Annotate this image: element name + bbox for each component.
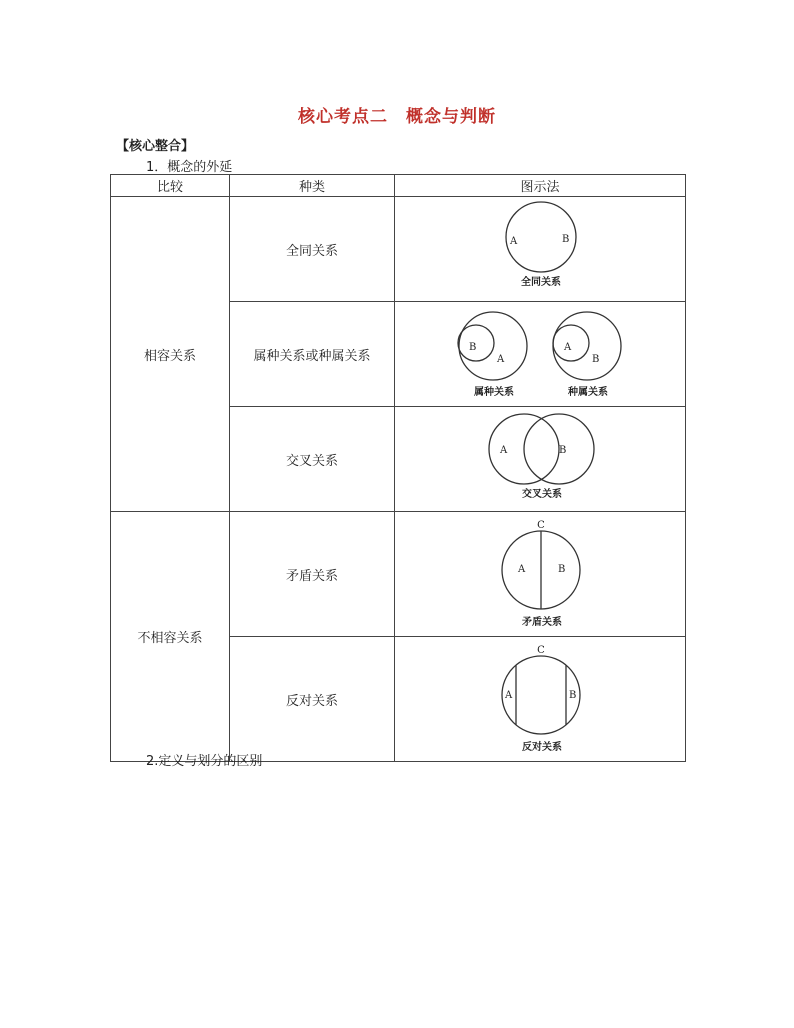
subsection-heading-1: 1．概念的外延 (146, 160, 233, 175)
label-a: A (517, 564, 525, 575)
kind-cell: 属种关系或种属关系 (230, 302, 395, 407)
label-a: A (496, 354, 504, 365)
kind-cell: 矛盾关系 (230, 512, 395, 637)
kind-cell: 交叉关系 (230, 407, 395, 512)
contrariety-diagram (396, 637, 685, 757)
kind-cell: 反对关系 (230, 637, 395, 762)
genus-species-diagram (396, 302, 685, 402)
diagram-caption: 全同关系 (520, 277, 561, 288)
label-b: B (558, 445, 566, 456)
section-heading: 【核心整合】 (116, 139, 195, 154)
table-row (111, 197, 686, 302)
header-diagram: 图示法 (395, 175, 686, 197)
diagram-caption: 交叉关系 (521, 489, 562, 500)
intersection-diagram (396, 407, 685, 507)
kind-cell: 全同关系 (230, 197, 395, 302)
concept-extension-table (110, 174, 686, 762)
diagram-cell (395, 302, 686, 407)
label-a: A (563, 342, 571, 353)
group-incompatible: 不相容关系 (111, 512, 230, 762)
table-row (111, 512, 686, 637)
label-a: A (504, 690, 512, 701)
diagram-caption-2: 种属关系 (567, 387, 608, 398)
diagram-cell (395, 512, 686, 637)
group-compatible: 相容关系 (111, 197, 230, 512)
label-b: B (591, 354, 599, 365)
diagram-cell (395, 637, 686, 762)
subsection-heading-2: 2.定义与划分的区别 (146, 754, 263, 769)
diagram-caption-1: 属种关系 (473, 387, 514, 398)
label-a: A (499, 445, 507, 456)
header-compare: 比较 (111, 175, 230, 197)
contradiction-diagram (396, 512, 685, 632)
table-header-row (111, 175, 686, 197)
label-c: C (536, 520, 545, 531)
label-b: B (468, 342, 476, 353)
diagram-cell (395, 407, 686, 512)
diagram-cell (395, 197, 686, 302)
label-b: B (557, 564, 565, 575)
label-c: C (536, 645, 545, 656)
label-a: A (509, 236, 517, 247)
diagram-caption: 矛盾关系 (521, 617, 562, 628)
label-b: B (568, 690, 576, 701)
label-b: B (561, 234, 569, 245)
page-title: 核心考点二 概念与判断 (298, 107, 496, 127)
diagram-caption: 反对关系 (521, 742, 562, 753)
identity-diagram (396, 197, 685, 297)
header-kind: 种类 (230, 175, 395, 197)
